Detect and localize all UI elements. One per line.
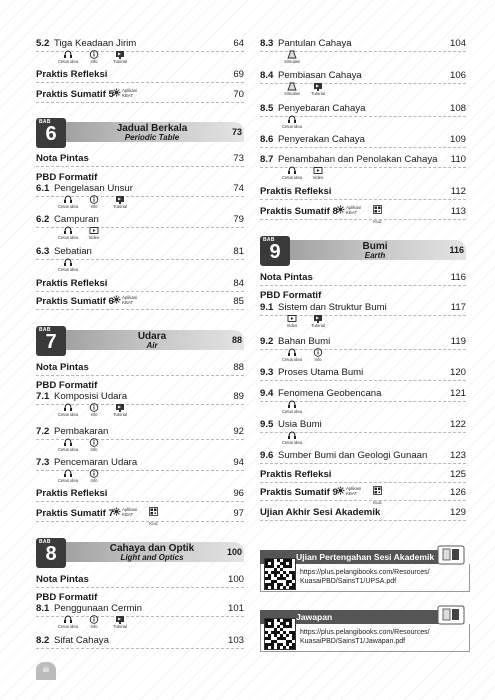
icon-caption: Info [90, 478, 98, 483]
page-number-label: 89 [233, 391, 244, 402]
topic-number: 9.4 [260, 388, 274, 399]
entry-title: PBD Formatif [36, 172, 98, 183]
topic-number: 8.3 [260, 38, 274, 49]
chapter-label: BAB [39, 539, 51, 545]
entry-title: Praktis Sumatif 9 [260, 487, 338, 498]
icon-caption: Video [286, 323, 298, 328]
chapter-page: 116 [449, 245, 464, 255]
entry-title: Campuran [54, 214, 99, 225]
cetus-idea-icon [63, 438, 73, 447]
sumatif-apps [336, 205, 382, 224]
aplikasi-ksat-resource[interactable] [112, 295, 146, 308]
row-divider [36, 166, 244, 167]
chapter-title: Jadual Berkala [116, 123, 188, 134]
cetus-idea-resource[interactable] [282, 115, 302, 129]
entry-title: Pantulan Cahaya [278, 38, 352, 49]
icon-caption: Kuiz [373, 500, 382, 505]
page-number-label: 81 [233, 246, 244, 257]
tutorial-icon [115, 50, 125, 59]
page-number-label: 109 [449, 134, 466, 145]
video-resource[interactable] [308, 166, 328, 180]
video-resource[interactable] [282, 314, 302, 328]
page-number-label: 100 [227, 574, 244, 585]
tutorial-icon [115, 195, 125, 204]
aplikasi-ksat-resource[interactable] [336, 486, 370, 499]
entry-title: Praktis Refleksi [260, 469, 332, 480]
chapter-title: Udara [137, 331, 167, 342]
chapter-subtitle: Light and Optics [120, 553, 184, 562]
cetus-idea-resource[interactable] [58, 615, 78, 629]
topic-number: 8.4 [260, 70, 274, 81]
topic-number: 9.1 [260, 302, 274, 313]
chapter-number: 8 [45, 543, 57, 565]
sumatif-apps [112, 507, 158, 526]
tutorial-resource[interactable] [308, 82, 328, 96]
page-number-label: 70 [233, 89, 244, 100]
topic-number: 7.3 [36, 457, 50, 468]
info-icon [89, 195, 99, 204]
cetus-idea-icon [287, 431, 297, 440]
resource-icons [282, 400, 302, 414]
icon-caption: Aplikasi KBAT [122, 295, 138, 305]
entry-title: Sumber Bumi dan Geologi Gunaan [278, 450, 428, 461]
icon-caption: Simulasi [284, 59, 300, 64]
info-resource[interactable] [84, 195, 104, 209]
icon-caption: Cetus idea [281, 175, 303, 180]
cetus-idea-resource[interactable] [58, 258, 78, 272]
resource-icons [58, 615, 130, 629]
info-icon [313, 348, 323, 357]
info-icon [89, 50, 99, 59]
aplikasi-ksat-resource[interactable] [112, 88, 146, 101]
page-number-label: 121 [449, 388, 466, 399]
tutorial-resource[interactable] [110, 403, 130, 417]
simulasi-icon [287, 82, 297, 91]
resource-icons [282, 166, 328, 180]
sumatif-apps [112, 88, 146, 101]
info-resource[interactable] [84, 403, 104, 417]
topic-number: 7.2 [36, 426, 50, 437]
page-number-label: 129 [449, 507, 466, 518]
cetus-idea-icon [287, 166, 297, 175]
link-url[interactable]: https://plus.pelangibooks.com/Resources/ KuasaiPBD/SainsT1/Jawapan.pdf [300, 629, 430, 645]
sumatif-apps [336, 486, 382, 505]
page-number-label: 125 [449, 469, 466, 480]
info-icon [89, 469, 99, 478]
entry-title: Praktis Refleksi [36, 488, 108, 499]
page-number-label: 92 [233, 426, 244, 437]
chapter-label: BAB [39, 119, 51, 125]
tutorial-icon [313, 314, 323, 323]
row-divider [260, 380, 466, 381]
chapter-6-header[interactable] [36, 118, 244, 148]
cetus-idea-icon [63, 258, 73, 267]
page-number-label: 126 [449, 487, 466, 498]
info-icon [89, 615, 99, 624]
row-divider [36, 102, 244, 103]
row-divider [260, 463, 466, 464]
kuiz-resource[interactable] [373, 486, 382, 505]
aplikasi-ksat-icon [112, 295, 121, 308]
icon-caption: Info [90, 624, 98, 629]
chapter-page: 88 [231, 335, 242, 345]
aplikasi-ksat-icon [112, 88, 121, 101]
entry-title: Praktis Sumatif 5 [36, 89, 114, 100]
topic-number: 6.2 [36, 214, 50, 225]
row-divider [260, 520, 466, 521]
icon-caption: Cetus idea [57, 412, 79, 417]
entry-title: Nota Pintas [36, 153, 89, 164]
cetus-idea-resource[interactable] [282, 348, 302, 362]
info-resource[interactable] [84, 615, 104, 629]
page-number-label: 88 [233, 362, 244, 373]
resource-icons [282, 82, 328, 96]
video-icon [287, 314, 297, 323]
cetus-idea-resource[interactable] [282, 166, 302, 180]
entry-title: Praktis Sumatif 6 [36, 296, 114, 307]
kuiz-icon [373, 486, 382, 499]
page-number-label: 84 [233, 278, 244, 289]
icon-caption: Simulasi [284, 91, 300, 96]
tutorial-icon [313, 82, 323, 91]
row-divider [36, 309, 244, 310]
page-number-label: 97 [233, 508, 244, 519]
cetus-idea-resource[interactable] [58, 50, 78, 64]
row-divider [260, 147, 466, 148]
resource-icons [282, 431, 302, 445]
resource-icons [58, 403, 130, 417]
topic-number: 5.2 [36, 38, 50, 49]
resource-icons [58, 438, 104, 452]
entry-title: Sebatian [54, 246, 92, 257]
icon-caption: Cetus idea [57, 624, 79, 629]
chapter-page: 73 [231, 127, 242, 137]
icon-caption: Cetus idea [281, 124, 303, 129]
row-divider [36, 291, 244, 292]
page-number-label: 79 [233, 214, 244, 225]
cetus-idea-icon [63, 50, 73, 59]
chapter-subtitle: Earth [364, 251, 386, 260]
entry-title: Pengelasan Unsur [54, 183, 133, 194]
chapter-number-box [36, 326, 66, 356]
entry-title: Pembiasan Cahaya [278, 70, 362, 81]
resource-icons [282, 348, 328, 362]
topic-number: 9.5 [260, 419, 274, 430]
topic-number: 6.1 [36, 183, 50, 194]
entry-title: Nota Pintas [260, 272, 313, 283]
icon-caption: Info [90, 447, 98, 452]
resource-icons [58, 50, 130, 64]
entry-title: Fenomena Geobencana [278, 388, 382, 399]
icon-caption: Cetus idea [281, 409, 303, 414]
info-resource[interactable] [84, 469, 104, 483]
topic-number: 7.1 [36, 391, 50, 402]
cetus-idea-resource[interactable] [282, 400, 302, 414]
entry-title: Penyerakan Cahaya [278, 134, 365, 145]
video-icon [313, 166, 323, 175]
page-number-label: 94 [233, 457, 244, 468]
topic-number: 9.6 [260, 450, 274, 461]
entry-title: Sistem dan Struktur Bumi [278, 302, 387, 313]
resource-icons [58, 258, 78, 272]
document-icon [436, 544, 466, 566]
aplikasi-ksat-icon [336, 486, 345, 499]
row-divider [260, 199, 466, 200]
row-divider [36, 587, 244, 588]
row-divider [260, 482, 466, 483]
kuiz-resource[interactable] [149, 507, 158, 526]
topic-number: 9.2 [260, 336, 274, 347]
resource-icons [282, 314, 328, 328]
row-divider [36, 648, 244, 649]
info-resource[interactable] [308, 348, 328, 362]
kuiz-resource[interactable] [373, 205, 382, 224]
page-number-label: 112 [450, 186, 466, 197]
cetus-idea-icon [63, 615, 73, 624]
info-icon [89, 403, 99, 412]
entry-title: Sifat Cahaya [54, 635, 109, 646]
cetus-idea-resource[interactable] [282, 431, 302, 445]
resource-icons [58, 195, 130, 209]
page-number-label: 122 [449, 419, 466, 430]
icon-caption: Cetus idea [57, 478, 79, 483]
cetus-idea-resource[interactable] [58, 226, 78, 240]
icon-caption: Tutorial [113, 59, 127, 64]
cetus-idea-icon [63, 403, 73, 412]
cetus-idea-icon [287, 348, 297, 357]
page-number-label: 106 [449, 70, 466, 81]
chapter-number: 9 [269, 241, 281, 263]
kuiz-icon [373, 205, 382, 218]
icon-caption: Aplikasi KBAT [346, 205, 362, 215]
icon-caption: Aplikasi KBAT [122, 88, 138, 98]
chapter-subtitle: Periodic Table [124, 133, 180, 142]
icon-caption: Video [312, 175, 324, 180]
icon-caption: Cetus idea [57, 235, 79, 240]
icon-caption: Cetus idea [281, 357, 303, 362]
aplikasi-ksat-resource[interactable] [336, 205, 370, 218]
entry-title: Penambahan dan Penolakan Cahaya [278, 154, 438, 165]
link-url[interactable]: https://plus.pelangibooks.com/Resources/ KuasaiPBD/SainsT1/UPSA.pdf [300, 569, 430, 585]
page-number-label: 120 [449, 367, 466, 378]
topic-number: 8.2 [36, 635, 50, 646]
document-icon [436, 604, 466, 626]
simulasi-resource[interactable] [282, 50, 302, 64]
page-number-label: 116 [450, 272, 466, 283]
topic-number: 8.7 [260, 154, 274, 165]
topic-number: 6.3 [36, 246, 50, 257]
cetus-idea-icon [287, 400, 297, 409]
icon-caption: Info [90, 59, 98, 64]
cetus-idea-icon [63, 226, 73, 235]
entry-title: Praktis Sumatif 8 [260, 206, 338, 217]
entry-title: Proses Utama Bumi [278, 367, 364, 378]
chapter-label: BAB [263, 237, 275, 243]
link-heading: Jawapan [260, 610, 448, 624]
kuiz-icon [149, 507, 158, 520]
resource-icons [58, 226, 104, 240]
entry-title: Tiga Keadaan Jirim [54, 38, 137, 49]
entry-title: Komposisi Udara [54, 391, 128, 402]
info-resource[interactable] [84, 50, 104, 64]
tutorial-resource[interactable] [110, 615, 130, 629]
page-number-label: 101 [227, 603, 244, 614]
page-number-label: 85 [233, 296, 244, 307]
page-number-label: 104 [449, 38, 466, 49]
icon-caption: Tutorial [113, 204, 127, 209]
icon-caption: Cetus idea [57, 59, 79, 64]
simulasi-resource[interactable] [282, 82, 302, 96]
row-divider [260, 285, 466, 286]
entry-title: Praktis Refleksi [260, 186, 332, 197]
page-number-label: 117 [450, 302, 466, 313]
icon-caption: Tutorial [311, 91, 325, 96]
cetus-idea-icon [63, 195, 73, 204]
chapter-title: Cahaya dan Optik [109, 543, 195, 554]
icon-caption: Kuiz [149, 521, 158, 526]
chapter-title: Bumi [362, 241, 388, 252]
icon-caption: Aplikasi KBAT [346, 486, 362, 496]
tutorial-icon [115, 615, 125, 624]
icon-caption: Aplikasi KBAT [122, 507, 138, 517]
icon-caption: Info [90, 412, 98, 417]
resource-icons [58, 469, 104, 483]
entry-title: Penyebaran Cahaya [278, 103, 366, 114]
chapter-label: BAB [39, 327, 51, 333]
video-resource[interactable] [84, 226, 104, 240]
cetus-idea-resource[interactable] [58, 469, 78, 483]
page-number-label: 73 [233, 153, 244, 164]
cetus-idea-icon [63, 469, 73, 478]
info-resource[interactable] [84, 438, 104, 452]
chapter-number: 6 [45, 123, 57, 145]
entry-title: Penggunaan Cermin [54, 603, 143, 614]
link-heading: Ujian Pertengahan Sesi Akademik [260, 550, 448, 564]
entry-title: Praktis Refleksi [36, 69, 108, 80]
row-divider [36, 375, 244, 376]
tutorial-resource[interactable] [110, 195, 130, 209]
entry-title: PBD Formatif [260, 290, 322, 301]
icon-caption: Tutorial [113, 624, 127, 629]
page-number-label: 69 [233, 69, 244, 80]
cetus-idea-resource[interactable] [58, 195, 78, 209]
entry-title: Pencemaran Udara [54, 457, 138, 468]
page-number-label: 64 [233, 38, 244, 49]
sumatif-apps [112, 295, 146, 308]
icon-caption: Tutorial [113, 412, 127, 417]
entry-title: Praktis Refleksi [36, 278, 108, 289]
page-number-label: 113 [450, 206, 466, 217]
entry-title: Ujian Akhir Sesi Akademik [260, 507, 381, 518]
entry-title: PBD Formatif [36, 592, 98, 603]
entry-title: Praktis Sumatif 7 [36, 508, 114, 519]
entry-title: PBD Formatif [36, 380, 98, 391]
icon-caption: Cetus idea [57, 447, 79, 452]
icon-caption: Cetus idea [281, 440, 303, 445]
row-divider [36, 82, 244, 83]
icon-caption: Info [90, 204, 98, 209]
icon-caption: Tutorial [311, 323, 325, 328]
icon-caption: Cetus idea [57, 267, 79, 272]
icon-caption: Video [88, 235, 100, 240]
entry-title: Bahan Bumi [278, 336, 331, 347]
page-number-label: 96 [233, 488, 244, 499]
simulasi-icon [287, 50, 297, 59]
icon-caption: Info [314, 357, 322, 362]
topic-number: 8.5 [260, 103, 274, 114]
qr-code-icon[interactable] [264, 618, 296, 650]
page-number-label: 119 [450, 336, 466, 347]
chapter-number: 7 [45, 331, 57, 353]
chapter-number-box [260, 236, 290, 266]
chapter-number-box [36, 118, 66, 148]
video-icon [89, 226, 99, 235]
tutorial-icon [115, 403, 125, 412]
page-number: iii [36, 662, 56, 680]
resource-icons [282, 50, 302, 64]
page-number-label: 108 [449, 103, 466, 114]
page-number-label: 110 [450, 154, 466, 165]
entry-title: Nota Pintas [36, 362, 89, 373]
resource-icons [282, 115, 302, 129]
topic-number: 8.6 [260, 134, 274, 145]
topic-number: 8.1 [36, 603, 50, 614]
cetus-idea-icon [287, 115, 297, 124]
chapter-7-header[interactable] [36, 326, 244, 356]
row-divider [36, 501, 244, 502]
chapter-number-box [36, 538, 66, 568]
icon-caption: Cetus idea [57, 204, 79, 209]
icon-caption: Kuiz [373, 219, 382, 224]
page-number-label: 103 [227, 635, 244, 646]
entry-title: Nota Pintas [36, 574, 89, 585]
aplikasi-ksat-icon [112, 507, 121, 520]
cetus-idea-resource[interactable] [58, 438, 78, 452]
chapter-8-header[interactable] [36, 538, 244, 568]
aplikasi-ksat-resource[interactable] [112, 507, 146, 520]
chapter-subtitle: Air [146, 341, 158, 350]
chapter-page: 100 [226, 547, 242, 557]
qr-code-icon[interactable] [264, 558, 296, 590]
aplikasi-ksat-icon [336, 205, 345, 218]
cetus-idea-resource[interactable] [58, 403, 78, 417]
topic-number: 9.3 [260, 367, 274, 378]
tutorial-resource[interactable] [110, 50, 130, 64]
tutorial-resource[interactable] [308, 314, 328, 328]
entry-title: Usia Bumi [278, 419, 322, 430]
page-number-label: 74 [233, 183, 244, 194]
page-number-label: 123 [449, 450, 466, 461]
info-icon [89, 438, 99, 447]
chapter-9-header[interactable] [260, 236, 466, 266]
entry-title: Pembakaran [54, 426, 109, 437]
